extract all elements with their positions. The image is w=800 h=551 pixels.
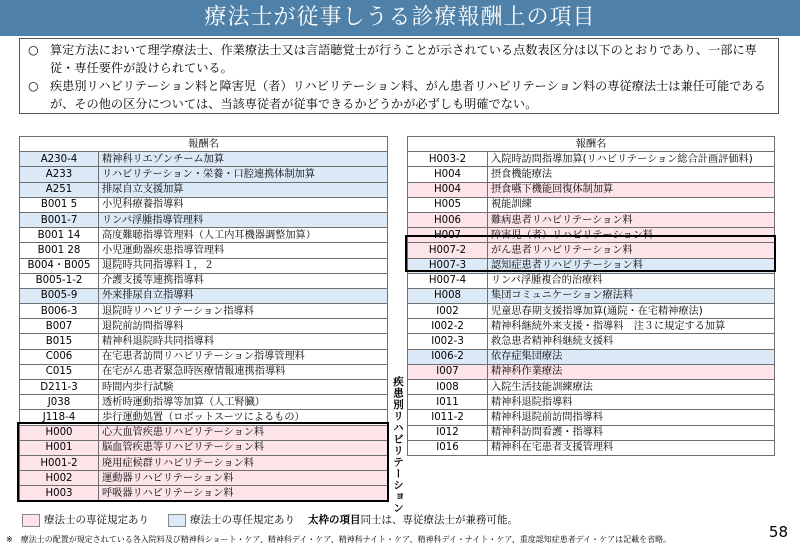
fee-name: 歩行運動処置（ロボットスーツによるもの） <box>99 410 388 425</box>
fee-name: 精神科在宅患者支援管理料 <box>488 440 775 455</box>
table-row <box>20 152 388 167</box>
fee-name: 精神科リエゾンチーム加算 <box>99 152 388 167</box>
fee-name: リンパ浮腫複合的治療料 <box>488 273 775 288</box>
table-row <box>408 167 775 182</box>
fee-code: H004 <box>408 182 488 197</box>
fee-code: B005-1-2 <box>20 273 99 288</box>
fee-code: H008 <box>408 288 488 303</box>
fee-name: 入院時訪問指導加算(リハビリテーション総合計画評価料) <box>488 152 775 167</box>
fee-code: I011-2 <box>408 410 488 425</box>
legend-bold-note <box>308 513 518 527</box>
fee-name: リハビリテーション・栄養・口腔連携体制加算 <box>99 167 388 182</box>
fee-code: I008 <box>408 380 488 395</box>
note-item <box>28 41 770 77</box>
fee-code: A251 <box>20 182 99 197</box>
legend-dedicated-text: 療法士の専従規定あり <box>44 514 149 526</box>
fee-name: 透析時運動指導等加算（人工腎臓） <box>99 395 388 410</box>
fee-code: D211-3 <box>20 380 99 395</box>
table-row <box>408 380 775 395</box>
fee-code: J038 <box>20 395 99 410</box>
fee-code: I011 <box>408 395 488 410</box>
fee-code: H000 <box>20 425 99 440</box>
fee-code: C006 <box>20 349 99 364</box>
right-fee-table <box>407 136 775 456</box>
fee-name: がん患者リハビリテーション料 <box>488 243 775 258</box>
fee-name: 心大血管疾患リハビリテーション料 <box>99 425 388 440</box>
fee-name: 認知症患者リハビリテーション料 <box>488 258 775 273</box>
fee-name: 精神科退院指導料 <box>488 395 775 410</box>
fee-code: H002 <box>20 471 99 486</box>
notes-box <box>19 38 779 114</box>
table-header: 報酬名 <box>408 137 775 152</box>
fee-name: 退院時リハビリテーション指導料 <box>99 304 388 319</box>
fee-name: 摂食嚥下機能回復体制加算 <box>488 182 775 197</box>
fee-code: A233 <box>20 167 99 182</box>
fee-code: H007-3 <box>408 258 488 273</box>
fee-name: 集団コミュニケーション療法料 <box>488 288 775 303</box>
fee-name: 救急患者精神科継続支援料 <box>488 334 775 349</box>
fee-name: 入院生活技能訓練療法 <box>488 380 775 395</box>
table-row <box>20 243 388 258</box>
table-row <box>408 152 775 167</box>
fee-name: 呼吸器リハビリテーション料 <box>99 486 388 501</box>
fee-code: B001 14 <box>20 228 99 243</box>
table-row <box>408 182 775 197</box>
fee-name: 視能訓練 <box>488 197 775 212</box>
fee-code: B001 28 <box>20 243 99 258</box>
table-row <box>20 273 388 288</box>
blue-swatch <box>168 514 186 527</box>
table-row <box>408 212 775 227</box>
page-title: 療法士が従事しうる診療報酬上の項目 <box>0 0 800 36</box>
fee-code: J118-4 <box>20 410 99 425</box>
table-row <box>408 319 775 334</box>
legend-assigned-text: 療法士の専任規定あり <box>190 514 295 526</box>
fee-name: 障害児（者）リハビリテーション料 <box>488 228 775 243</box>
table-row <box>20 167 388 182</box>
note-text: 算定方法において理学療法士、作業療法士又は言語聴覚士が行うことが示されている点数表区分は以下のとおりであり、一部に専従・専任要件が設けられている。 <box>50 43 757 75</box>
fee-code: B001-7 <box>20 212 99 227</box>
fee-name: 摂食機能療法 <box>488 167 775 182</box>
table-row <box>20 212 388 227</box>
table-row <box>20 364 388 379</box>
fee-code: I016 <box>408 440 488 455</box>
table-row <box>20 228 388 243</box>
note-item <box>28 77 770 113</box>
fee-code: H001 <box>20 440 99 455</box>
table-row <box>408 273 775 288</box>
fee-name: 介護支援等連携指導料 <box>99 273 388 288</box>
fee-code: C015 <box>20 364 99 379</box>
fee-name: 廃用症候群リハビリテーション料 <box>99 455 388 470</box>
fee-code: I006-2 <box>408 349 488 364</box>
fee-code: B004・B005 <box>20 258 99 273</box>
table-row <box>408 425 775 440</box>
table-row <box>408 364 775 379</box>
fee-code: B015 <box>20 334 99 349</box>
table-row <box>20 319 388 334</box>
fee-code: H003 <box>20 486 99 501</box>
fee-code: H004 <box>408 167 488 182</box>
table-row <box>20 197 388 212</box>
fee-name: 依存症集団療法 <box>488 349 775 364</box>
fee-name: 高度難聴指導管理料（人工内耳機器調整加算） <box>99 228 388 243</box>
fee-name: 精神科継続外来支援・指導料 注３に規定する加算 <box>488 319 775 334</box>
fee-name: 退院時共同指導料１，２ <box>99 258 388 273</box>
fee-code: I002 <box>408 304 488 319</box>
table-row <box>20 182 388 197</box>
fee-code: H001-2 <box>20 455 99 470</box>
table-row <box>20 380 388 395</box>
fee-name: 精神科作業療法 <box>488 364 775 379</box>
table-row <box>408 440 775 455</box>
table-row <box>408 349 775 364</box>
fee-name: 児童思春期支援指導加算(通院・在宅精神療法) <box>488 304 775 319</box>
table-row <box>408 304 775 319</box>
legend-assigned <box>168 513 295 527</box>
fee-name: 精神科退院前訪問指導料 <box>488 410 775 425</box>
pink-swatch <box>22 514 40 527</box>
table-row <box>408 395 775 410</box>
table-row <box>20 288 388 303</box>
fee-code: H007 <box>408 228 488 243</box>
fee-code: B001 5 <box>20 197 99 212</box>
fee-name: 退院前訪問指導料 <box>99 319 388 334</box>
table-row <box>20 395 388 410</box>
fee-name: 小児科療養指導料 <box>99 197 388 212</box>
table-row <box>20 349 388 364</box>
fee-code: I002-2 <box>408 319 488 334</box>
fee-code: H007-2 <box>408 243 488 258</box>
fee-code: H005 <box>408 197 488 212</box>
fee-name: 排尿自立支援加算 <box>99 182 388 197</box>
right-bold-frame <box>405 235 776 272</box>
note-bullet: ○ <box>28 79 39 93</box>
fee-code: B005-9 <box>20 288 99 303</box>
fee-name: 小児運動器疾患指導管理料 <box>99 243 388 258</box>
fee-code: H006 <box>408 212 488 227</box>
fee-name: 在宅患者訪問リハビリテーション指導管理料 <box>99 349 388 364</box>
page-number: 58 <box>768 523 788 541</box>
fee-code: I002-3 <box>408 334 488 349</box>
table-row <box>20 258 388 273</box>
table-row <box>20 334 388 349</box>
fee-name: 精神科退院時共同指導料 <box>99 334 388 349</box>
note-bullet: ○ <box>28 43 39 57</box>
fee-name: 在宅がん患者緊急時医療情報連携指導料 <box>99 364 388 379</box>
legend-dedicated <box>22 513 149 527</box>
fee-code: I012 <box>408 425 488 440</box>
footnote: ※ 療法士の配置が規定されている各入院料及び精神科ショート・ケア、精神科デイ・ケア、精神科ナイト・ケア、精神科デイ・ナイト・ケア、重度認知症患者デイ・ケアは記載を省略。 <box>6 535 672 544</box>
table-row <box>20 304 388 319</box>
fee-code: H003-2 <box>408 152 488 167</box>
table-row <box>408 334 775 349</box>
fee-name: 時間内歩行試験 <box>99 380 388 395</box>
table-row <box>408 410 775 425</box>
fee-name: 外来排尿自立指導料 <box>99 288 388 303</box>
fee-name: 運動器リハビリテーション料 <box>99 471 388 486</box>
fee-name: 精神科訪問看護・指導料 <box>488 425 775 440</box>
table-header: 報酬名 <box>20 137 388 152</box>
fee-name: リンパ浮腫指導管理料 <box>99 212 388 227</box>
table-row <box>408 197 775 212</box>
fee-name: 脳血管疾患等リハビリテーション料 <box>99 440 388 455</box>
fee-code: A230-4 <box>20 152 99 167</box>
left-bold-frame <box>17 422 389 502</box>
fee-code: B006-3 <box>20 304 99 319</box>
fee-code: B007 <box>20 319 99 334</box>
note-text: 疾患別リハビリテーション料と障害児（者）リハビリテーション料、がん患者リハビリテーション料の専従療法士は兼任可能であるが、その他の区分については、当該専従者が従事できるかどうかが必ずしも明確でない。 <box>50 79 766 111</box>
legend-bold-term: 太枠の項目 <box>308 514 361 526</box>
fee-code: H007-4 <box>408 273 488 288</box>
fee-code: I007 <box>408 364 488 379</box>
table-row <box>408 288 775 303</box>
legend-bold-rest: 同士は、専従療法士が兼務可能。 <box>360 514 518 526</box>
fee-name: 難病患者リハビリテーション料 <box>488 212 775 227</box>
disease-rehab-label: 疾患別リハビリテーション <box>392 376 404 514</box>
